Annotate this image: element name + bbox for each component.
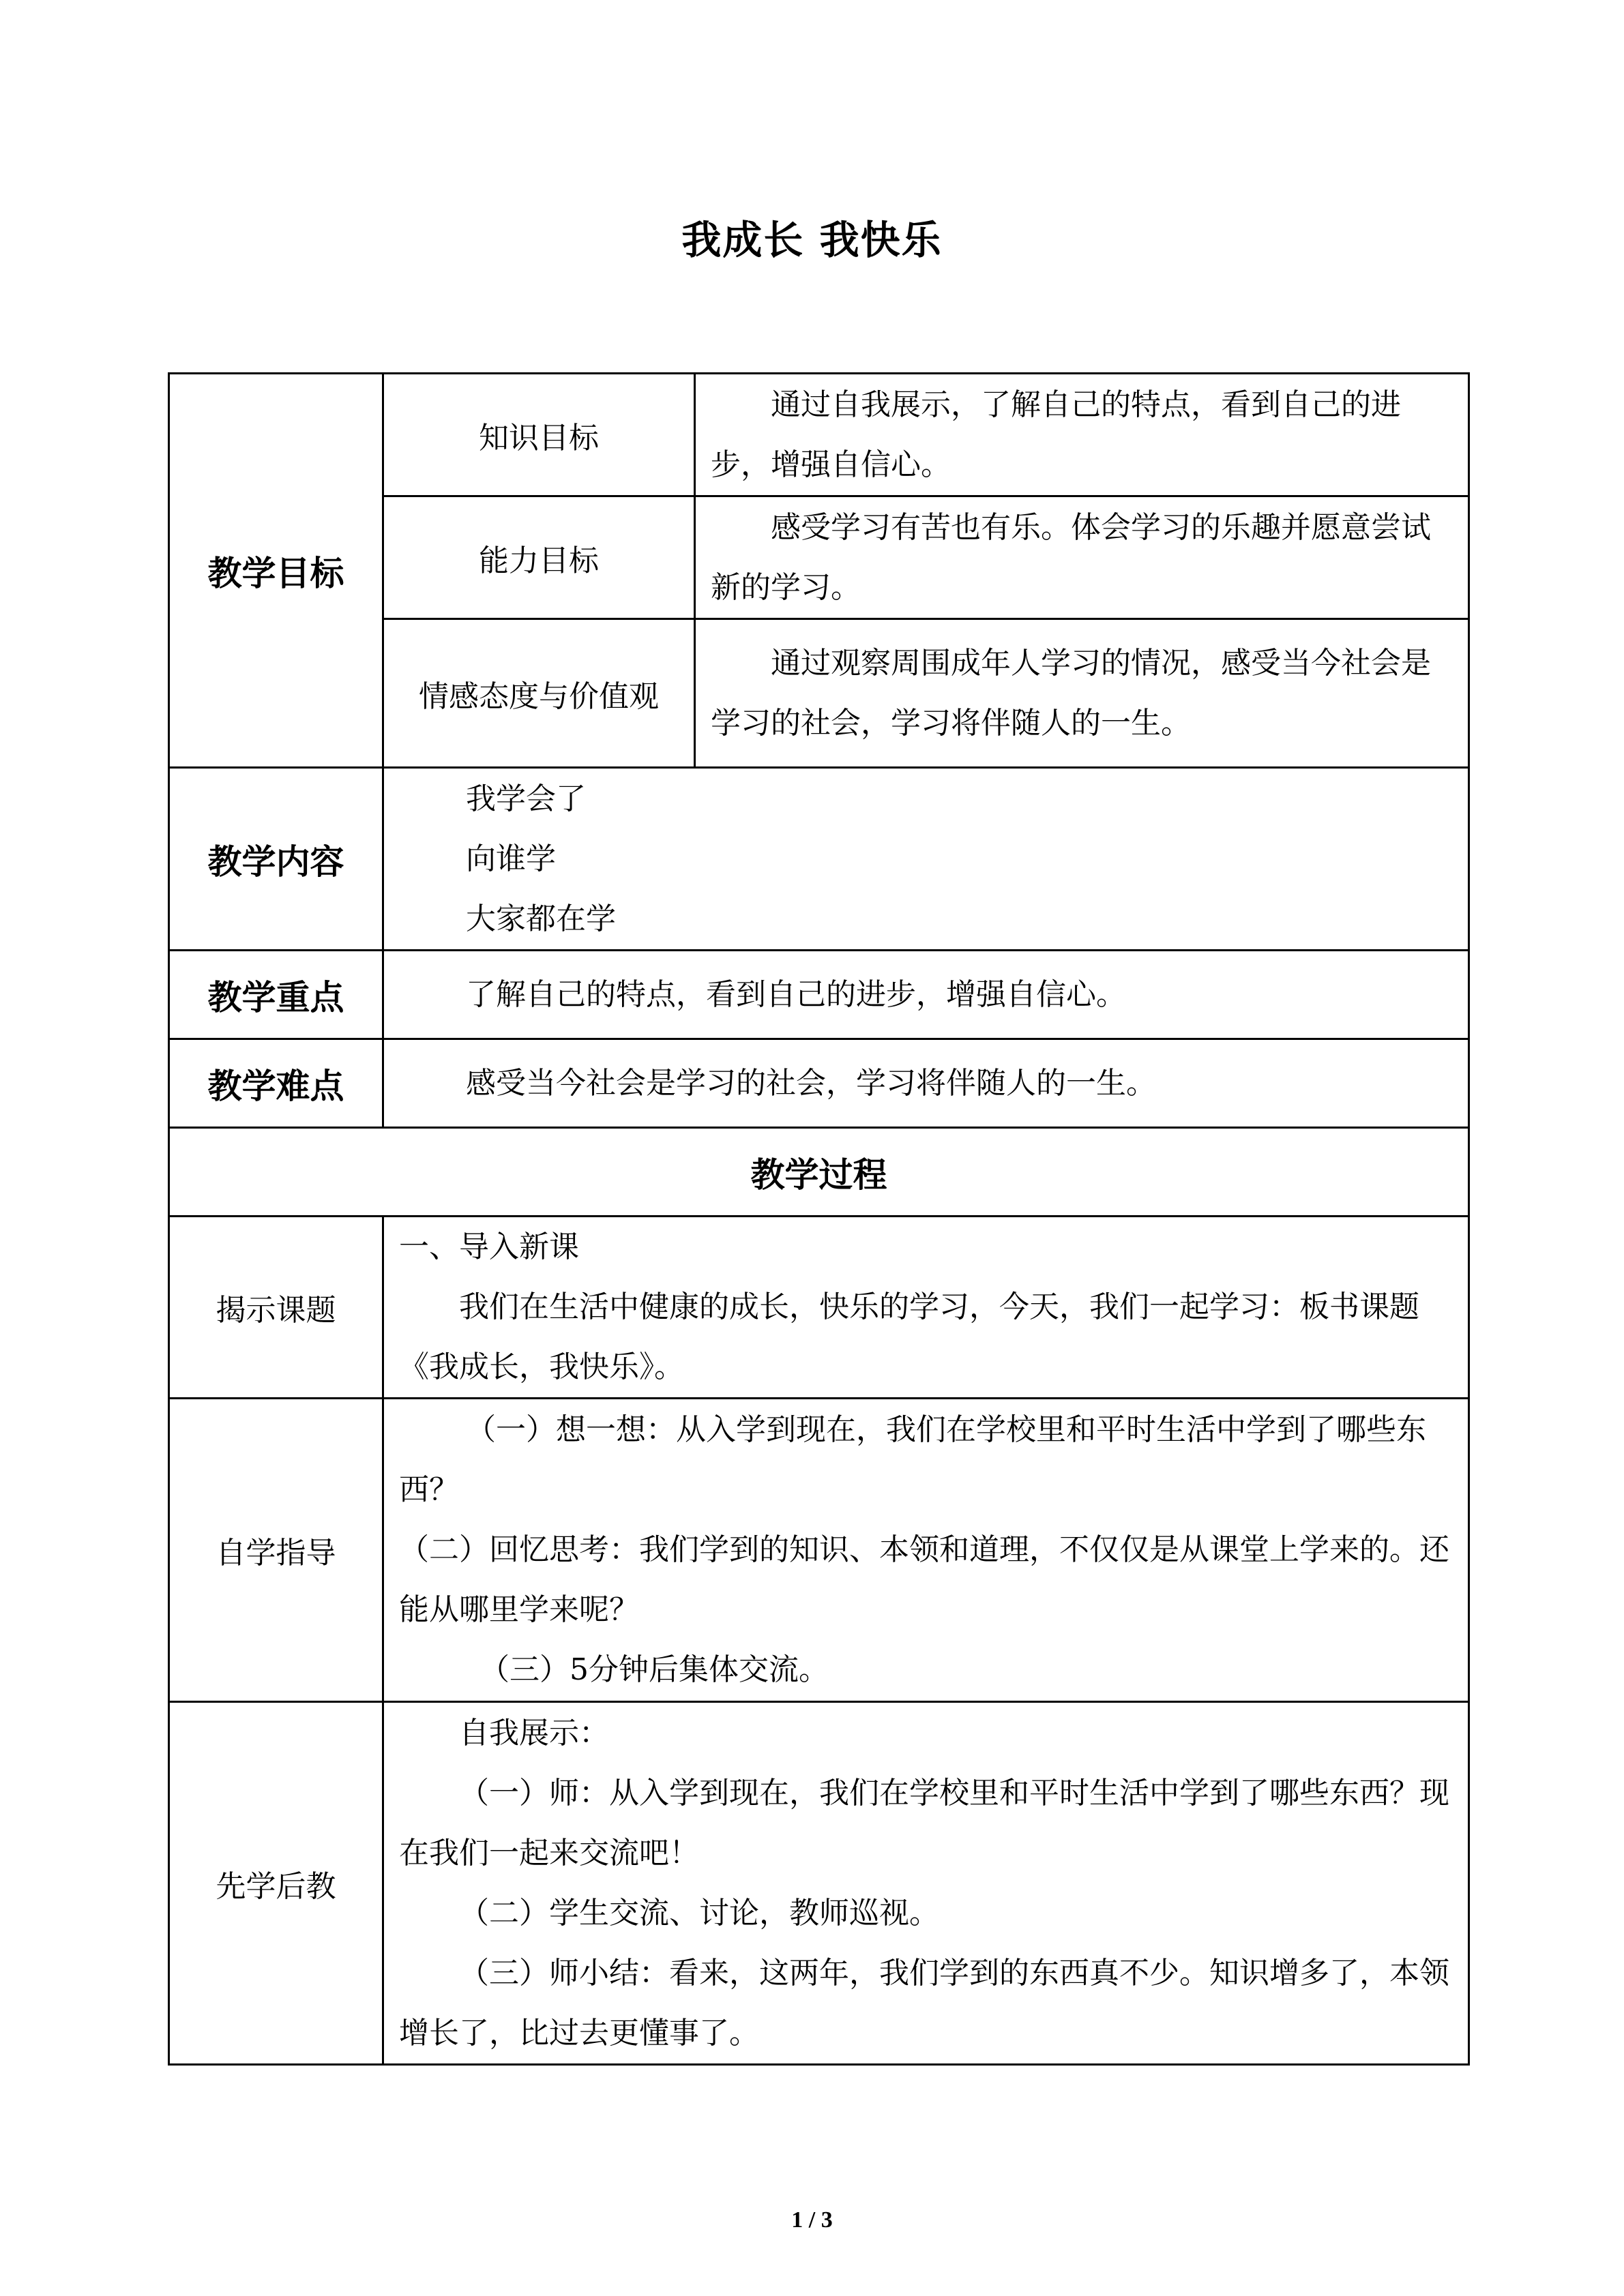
process-title-row	[169, 1128, 1469, 1217]
lesson-plan-table	[168, 372, 1470, 2066]
objective-content-ability	[695, 496, 1469, 619]
difficulty-cell	[383, 1039, 1469, 1128]
key-point-header: 教学重点	[169, 951, 383, 1039]
step-content-self-study	[383, 1399, 1469, 1702]
objectives-header: 教学目标	[169, 374, 383, 768]
step-line: （一）想一想：从入学到现在，我们在学校里和平时生活中学到了哪些东西？	[399, 1412, 1426, 1507]
objective-content-emotion	[695, 619, 1469, 768]
content-item: 大家都在学	[466, 901, 616, 936]
process-step-row	[169, 1702, 1469, 2065]
step-content-learn-teach	[383, 1702, 1469, 2065]
difficulty-row	[169, 1039, 1469, 1128]
objective-text-emotion: 通过观察周围成年人学习的情况，感受当今社会是学习的社会，学习将伴随人的一生。	[711, 645, 1431, 741]
process-step-row	[169, 1399, 1469, 1702]
step-line: （三）师小结：看来，这两年，我们学到的东西真不少。知识增多了，本领增长了，比过去更懂事了。	[399, 1955, 1449, 2051]
process-step-row	[169, 1217, 1469, 1399]
objective-content-knowledge	[695, 374, 1469, 496]
content-item: 向谁学	[466, 841, 556, 876]
content-item: 我学会了	[466, 781, 586, 816]
step-line: （三）5分钟后集体交流。	[479, 1652, 829, 1687]
objective-text-knowledge: 通过自我展示，了解自己的特点，看到自己的进步，增强自信心。	[711, 387, 1401, 482]
objective-label-emotion: 情感态度与价值观	[383, 619, 695, 768]
objective-row-knowledge	[169, 374, 1469, 496]
key-point-text: 了解自己的特点，看到自己的进步，增强自信心。	[466, 976, 1126, 1012]
difficulty-text: 感受当今社会是学习的社会，学习将伴随人的一生。	[466, 1065, 1156, 1101]
step-label-learn-teach: 先学后教	[169, 1702, 383, 2065]
step-line: 我们在生活中健康的成长，快乐的学习，今天，我们一起学习：板书课题《我成长，我快乐》。	[399, 1289, 1419, 1384]
step-line: （二）回忆思考：我们学到的知识、本领和道理，不仅仅是从课堂上学来的。还能从哪里学来呢？	[399, 1532, 1449, 1627]
step-line: 自我展示：	[459, 1715, 609, 1750]
content-row	[169, 768, 1469, 951]
key-point-row	[169, 951, 1469, 1039]
step-content-topic	[383, 1217, 1469, 1399]
key-point-cell	[383, 951, 1469, 1039]
step-label-self-study: 自学指导	[169, 1399, 383, 1702]
content-list	[383, 768, 1469, 951]
step-line: 一、导入新课	[399, 1229, 579, 1264]
document-title: 我成长 我快乐	[681, 217, 943, 263]
objective-label-ability: 能力目标	[383, 496, 695, 619]
step-line: （一）师：从入学到现在，我们在学校里和平时生活中学到了哪些东西？现在我们一起来交流吧！	[399, 1775, 1449, 1870]
step-label-topic: 揭示课题	[169, 1217, 383, 1399]
page-number: 1 / 3	[791, 2207, 833, 2233]
step-line: （二）学生交流、讨论，教师巡视。	[459, 1895, 939, 1930]
difficulty-header: 教学难点	[169, 1039, 383, 1128]
objective-text-ability: 感受学习有苦也有乐。体会学习的乐趣并愿意尝试新的学习。	[711, 509, 1431, 605]
process-header: 教学过程	[169, 1128, 1469, 1217]
content-header: 教学内容	[169, 768, 383, 951]
objective-label-knowledge: 知识目标	[383, 374, 695, 496]
